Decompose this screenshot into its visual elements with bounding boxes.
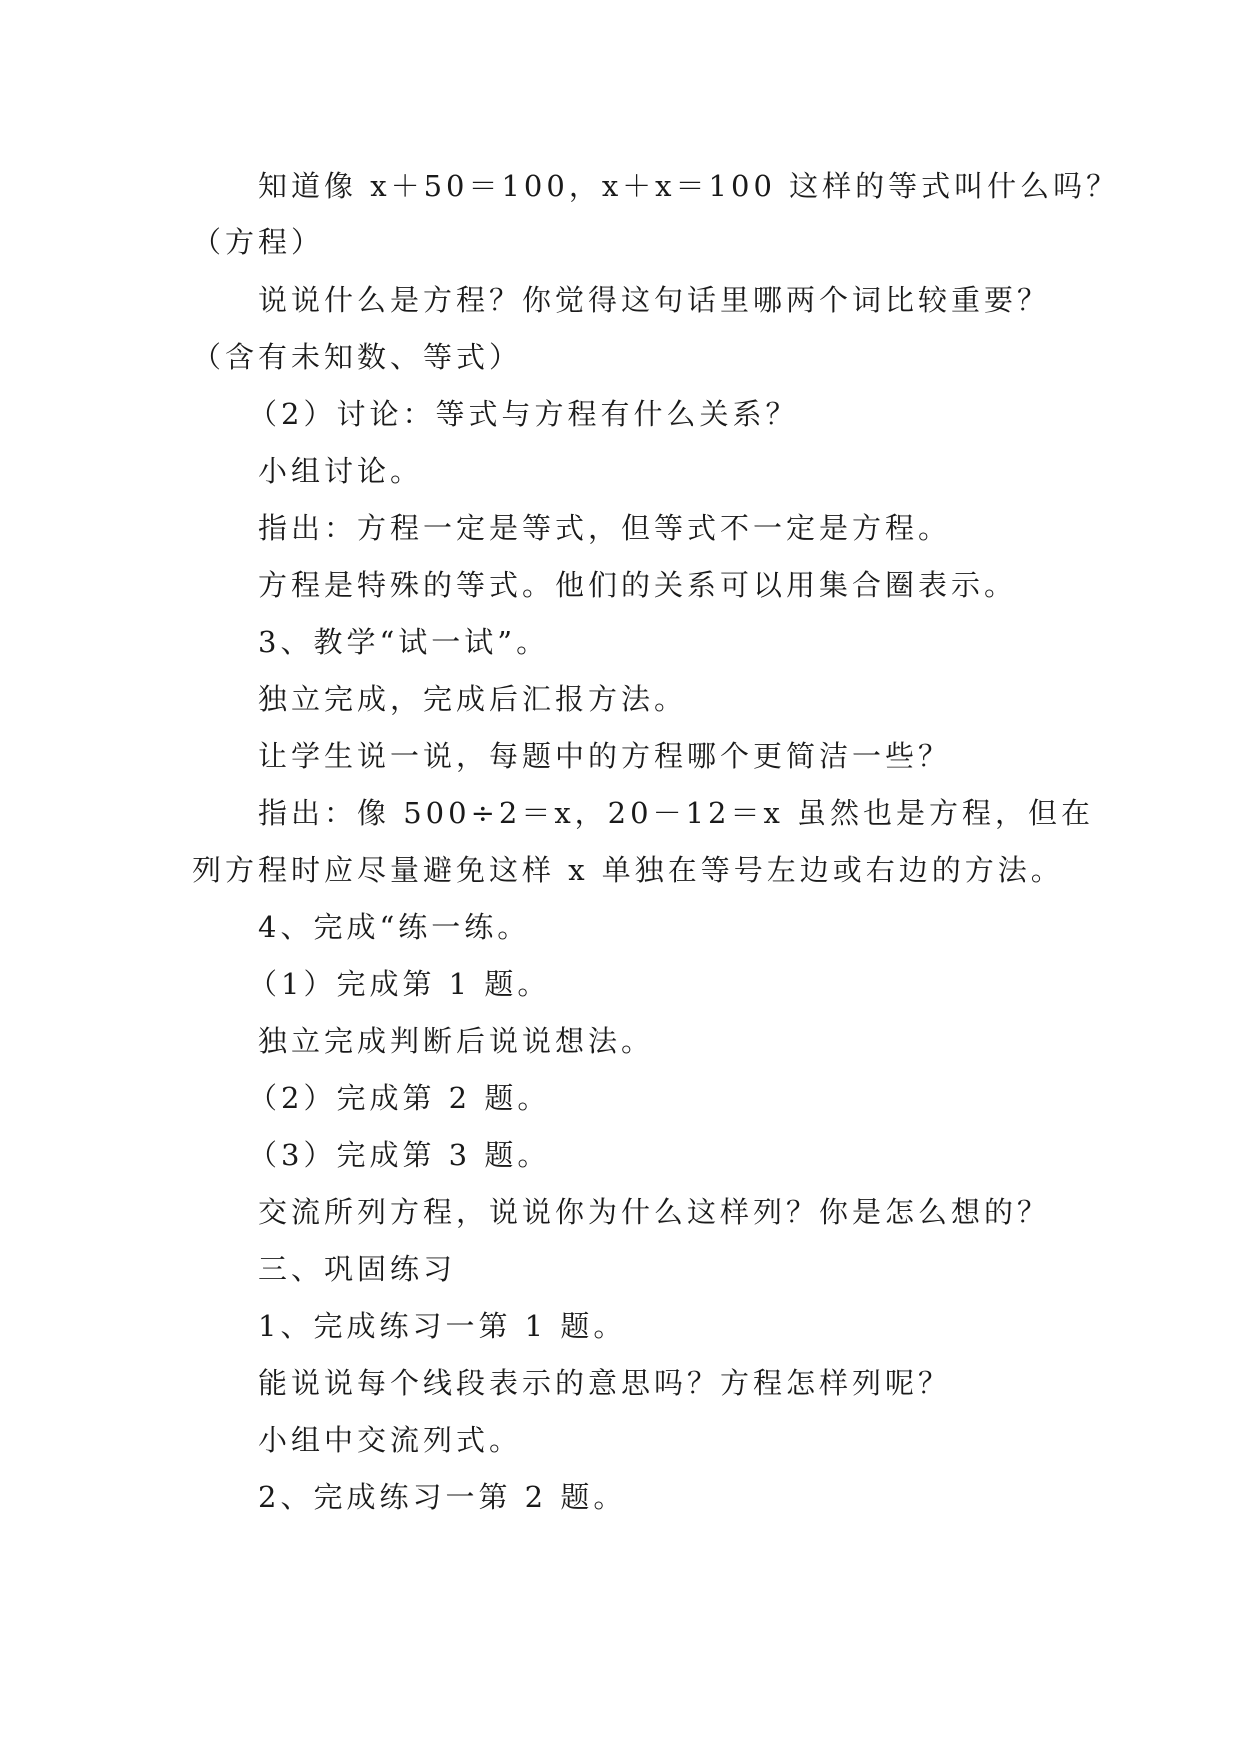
text-line: 让学生说一说，每题中的方程哪个更简洁一些？ — [258, 739, 952, 773]
text-line: 独立完成判断后说说想法。 — [258, 1024, 655, 1058]
text-line: 方程是特殊的等式。他们的关系可以用集合圈表示。 — [258, 568, 1018, 602]
text-line: 列方程时应尽量避免这样 x 单独在等号左边或右边的方法。 — [192, 853, 1064, 887]
text-line: （1）完成第 1 题。 — [248, 967, 551, 1001]
text-line: 1、完成练习一第 1 题。 — [258, 1309, 627, 1343]
text-line: 小组讨论。 — [258, 454, 424, 488]
text-line: （3）完成第 3 题。 — [248, 1138, 551, 1172]
text-line: 小组中交流列式。 — [258, 1423, 523, 1457]
text-line: 独立完成，完成后汇报方法。 — [258, 682, 688, 716]
text-line: 三、巩固练习 — [258, 1252, 457, 1286]
text-line: 知道像 x＋50＝100，x＋x＝100 这样的等式叫什么吗？ — [258, 169, 1120, 203]
text-line: （2）讨论：等式与方程有什么关系？ — [248, 397, 799, 431]
text-line: 2、完成练习一第 2 题。 — [258, 1480, 627, 1514]
text-line: 4、完成“练一练。 — [258, 910, 531, 944]
text-line: （含有未知数、等式） — [192, 340, 523, 374]
text-line: 能说说每个线段表示的意思吗？方程怎样列呢？ — [258, 1366, 952, 1400]
text-line: （方程） — [192, 225, 325, 259]
text-line: 指出：方程一定是等式，但等式不一定是方程。 — [258, 511, 952, 545]
text-line: 3、教学“试一试”。 — [258, 625, 550, 659]
text-line: 说说什么是方程？你觉得这句话里哪两个词比较重要？ — [258, 283, 1051, 317]
text-line: 指出：像 500÷2＝x，20－12＝x 虽然也是方程，但在 — [258, 796, 1095, 830]
text-line: （2）完成第 2 题。 — [248, 1081, 551, 1115]
text-line: 交流所列方程，说说你为什么这样列？你是怎么想的？ — [258, 1195, 1051, 1229]
